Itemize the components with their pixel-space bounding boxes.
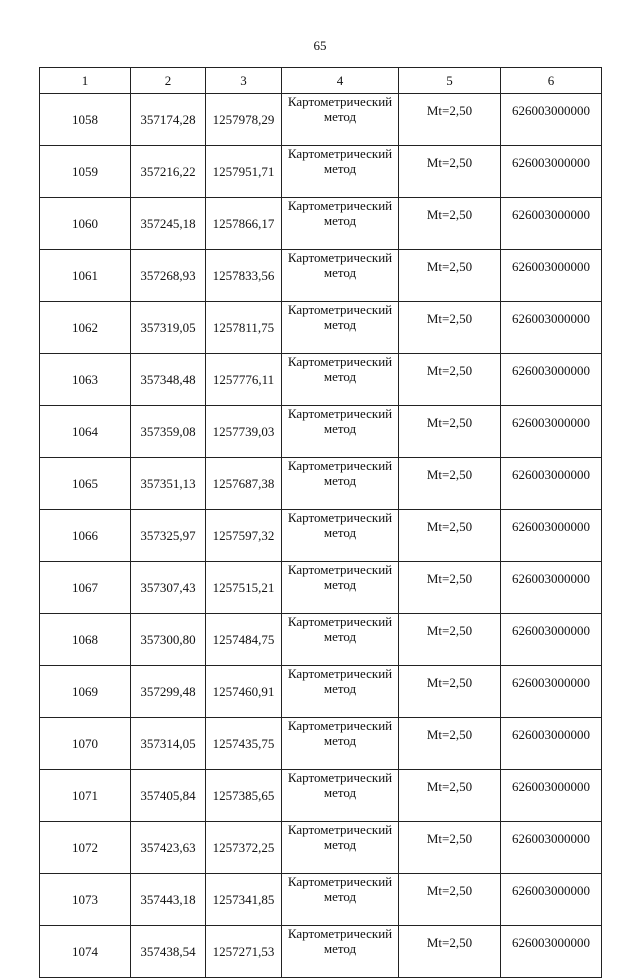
method-cell [282, 822, 399, 874]
method-line-2: метод [323, 941, 357, 956]
point-number-cell: 1072 [40, 822, 131, 874]
method-line-2: метод [323, 577, 357, 592]
column-header: 4 [282, 68, 399, 94]
x-coordinate-cell: 357174,28 [131, 94, 206, 146]
column-header: 5 [399, 68, 501, 94]
table-header-row [40, 68, 602, 94]
method-line-1: Картометрический [287, 510, 393, 525]
point-number-cell: 1059 [40, 146, 131, 198]
point-number-cell: 1068 [40, 614, 131, 666]
method-cell [282, 458, 399, 510]
y-coordinate-cell: 1257739,03 [206, 406, 282, 458]
page-number: 65 [313, 38, 327, 53]
code-cell: 626003000000 [501, 718, 602, 770]
method-line-1: Картометрический [287, 458, 393, 473]
point-number-cell: 1060 [40, 198, 131, 250]
method-line-1: Картометрический [287, 614, 393, 629]
point-number-cell: 1070 [40, 718, 131, 770]
method-line-1: Картометрический [287, 198, 393, 213]
point-number-cell: 1063 [40, 354, 131, 406]
y-coordinate-cell: 1257435,75 [206, 718, 282, 770]
accuracy-cell: Mt=2,50 [399, 354, 501, 406]
code-cell: 626003000000 [501, 614, 602, 666]
x-coordinate-cell: 357268,93 [131, 250, 206, 302]
method-cell [282, 874, 399, 926]
code-cell: 626003000000 [501, 510, 602, 562]
code-cell: 626003000000 [501, 822, 602, 874]
method-cell [282, 146, 399, 198]
x-coordinate-cell: 357314,05 [131, 718, 206, 770]
accuracy-cell: Mt=2,50 [399, 770, 501, 822]
y-coordinate-cell: 1257271,53 [206, 926, 282, 978]
x-coordinate-cell: 357359,08 [131, 406, 206, 458]
table-row [40, 250, 602, 302]
accuracy-cell: Mt=2,50 [399, 146, 501, 198]
method-line-1: Картометрический [287, 302, 393, 317]
method-cell [282, 770, 399, 822]
point-number-cell: 1064 [40, 406, 131, 458]
table-row [40, 718, 602, 770]
table-row [40, 302, 602, 354]
method-line-1: Картометрический [287, 718, 393, 733]
table-row [40, 874, 602, 926]
code-cell: 626003000000 [501, 562, 602, 614]
method-cell [282, 614, 399, 666]
accuracy-cell: Mt=2,50 [399, 926, 501, 978]
y-coordinate-cell: 1257460,91 [206, 666, 282, 718]
table-row [40, 770, 602, 822]
table-row [40, 510, 602, 562]
method-line-2: метод [323, 889, 357, 904]
method-cell [282, 926, 399, 978]
x-coordinate-cell: 357423,63 [131, 822, 206, 874]
point-number-cell: 1062 [40, 302, 131, 354]
method-cell [282, 94, 399, 146]
point-number-cell: 1069 [40, 666, 131, 718]
table-row [40, 354, 602, 406]
x-coordinate-cell: 357348,48 [131, 354, 206, 406]
x-coordinate-cell: 357216,22 [131, 146, 206, 198]
column-header: 3 [206, 68, 282, 94]
point-number-cell: 1073 [40, 874, 131, 926]
method-line-2: метод [323, 525, 357, 540]
method-cell [282, 302, 399, 354]
table-body [40, 94, 602, 978]
table-row [40, 562, 602, 614]
accuracy-cell: Mt=2,50 [399, 458, 501, 510]
method-cell [282, 406, 399, 458]
point-number-cell: 1066 [40, 510, 131, 562]
method-line-1: Картометрический [287, 666, 393, 681]
y-coordinate-cell: 1257833,56 [206, 250, 282, 302]
method-line-1: Картометрический [287, 926, 393, 941]
point-number-cell: 1065 [40, 458, 131, 510]
method-line-2: метод [323, 109, 357, 124]
accuracy-cell: Mt=2,50 [399, 874, 501, 926]
accuracy-cell: Mt=2,50 [399, 666, 501, 718]
x-coordinate-cell: 357319,05 [131, 302, 206, 354]
method-line-1: Картометрический [287, 562, 393, 577]
accuracy-cell: Mt=2,50 [399, 614, 501, 666]
y-coordinate-cell: 1257385,65 [206, 770, 282, 822]
code-cell: 626003000000 [501, 406, 602, 458]
method-line-2: метод [323, 473, 357, 488]
method-line-1: Картометрический [287, 770, 393, 785]
code-cell: 626003000000 [501, 302, 602, 354]
method-cell [282, 198, 399, 250]
y-coordinate-cell: 1257776,11 [206, 354, 282, 406]
method-line-1: Картометрический [287, 822, 393, 837]
x-coordinate-cell: 357299,48 [131, 666, 206, 718]
method-line-2: метод [323, 213, 357, 228]
method-cell [282, 666, 399, 718]
y-coordinate-cell: 1257597,32 [206, 510, 282, 562]
table-row [40, 198, 602, 250]
method-cell [282, 718, 399, 770]
table-row [40, 458, 602, 510]
method-line-2: метод [323, 161, 357, 176]
method-cell [282, 250, 399, 302]
y-coordinate-cell: 1257811,75 [206, 302, 282, 354]
table-row [40, 822, 602, 874]
table-row [40, 614, 602, 666]
table-row [40, 666, 602, 718]
point-number-cell: 1074 [40, 926, 131, 978]
coordinates-table [39, 67, 602, 978]
column-header: 2 [131, 68, 206, 94]
method-line-2: метод [323, 629, 357, 644]
code-cell: 626003000000 [501, 146, 602, 198]
y-coordinate-cell: 1257341,85 [206, 874, 282, 926]
method-line-2: метод [323, 421, 357, 436]
y-coordinate-cell: 1257687,38 [206, 458, 282, 510]
x-coordinate-cell: 357307,43 [131, 562, 206, 614]
code-cell: 626003000000 [501, 354, 602, 406]
accuracy-cell: Mt=2,50 [399, 562, 501, 614]
code-cell: 626003000000 [501, 874, 602, 926]
x-coordinate-cell: 357405,84 [131, 770, 206, 822]
accuracy-cell: Mt=2,50 [399, 406, 501, 458]
table-row [40, 406, 602, 458]
column-header: 1 [40, 68, 131, 94]
accuracy-cell: Mt=2,50 [399, 302, 501, 354]
point-number-cell: 1067 [40, 562, 131, 614]
method-line-2: метод [323, 681, 357, 696]
method-line-1: Картометрический [287, 406, 393, 421]
accuracy-cell: Mt=2,50 [399, 510, 501, 562]
x-coordinate-cell: 357325,97 [131, 510, 206, 562]
code-cell: 626003000000 [501, 94, 602, 146]
method-line-2: метод [323, 733, 357, 748]
code-cell: 626003000000 [501, 198, 602, 250]
accuracy-cell: Mt=2,50 [399, 198, 501, 250]
table-row [40, 926, 602, 978]
code-cell: 626003000000 [501, 770, 602, 822]
code-cell: 626003000000 [501, 250, 602, 302]
x-coordinate-cell: 357245,18 [131, 198, 206, 250]
method-line-1: Картометрический [287, 146, 393, 161]
y-coordinate-cell: 1257866,17 [206, 198, 282, 250]
y-coordinate-cell: 1257372,25 [206, 822, 282, 874]
method-cell [282, 510, 399, 562]
method-line-2: метод [323, 785, 357, 800]
x-coordinate-cell: 357438,54 [131, 926, 206, 978]
y-coordinate-cell: 1257484,75 [206, 614, 282, 666]
x-coordinate-cell: 357351,13 [131, 458, 206, 510]
method-line-1: Картометрический [287, 94, 393, 109]
accuracy-cell: Mt=2,50 [399, 822, 501, 874]
method-cell [282, 354, 399, 406]
method-line-2: метод [323, 837, 357, 852]
accuracy-cell: Mt=2,50 [399, 250, 501, 302]
method-line-2: метод [323, 317, 357, 332]
column-header: 6 [501, 68, 602, 94]
code-cell: 626003000000 [501, 458, 602, 510]
x-coordinate-cell: 357300,80 [131, 614, 206, 666]
y-coordinate-cell: 1257951,71 [206, 146, 282, 198]
method-cell [282, 562, 399, 614]
point-number-cell: 1061 [40, 250, 131, 302]
method-line-1: Картометрический [287, 874, 393, 889]
accuracy-cell: Mt=2,50 [399, 718, 501, 770]
code-cell: 626003000000 [501, 666, 602, 718]
accuracy-cell: Mt=2,50 [399, 94, 501, 146]
y-coordinate-cell: 1257515,21 [206, 562, 282, 614]
table-row [40, 94, 602, 146]
method-line-2: метод [323, 369, 357, 384]
method-line-1: Картометрический [287, 250, 393, 265]
point-number-cell: 1071 [40, 770, 131, 822]
method-line-2: метод [323, 265, 357, 280]
table-row [40, 146, 602, 198]
y-coordinate-cell: 1257978,29 [206, 94, 282, 146]
method-line-1: Картометрический [287, 354, 393, 369]
x-coordinate-cell: 357443,18 [131, 874, 206, 926]
point-number-cell: 1058 [40, 94, 131, 146]
code-cell: 626003000000 [501, 926, 602, 978]
